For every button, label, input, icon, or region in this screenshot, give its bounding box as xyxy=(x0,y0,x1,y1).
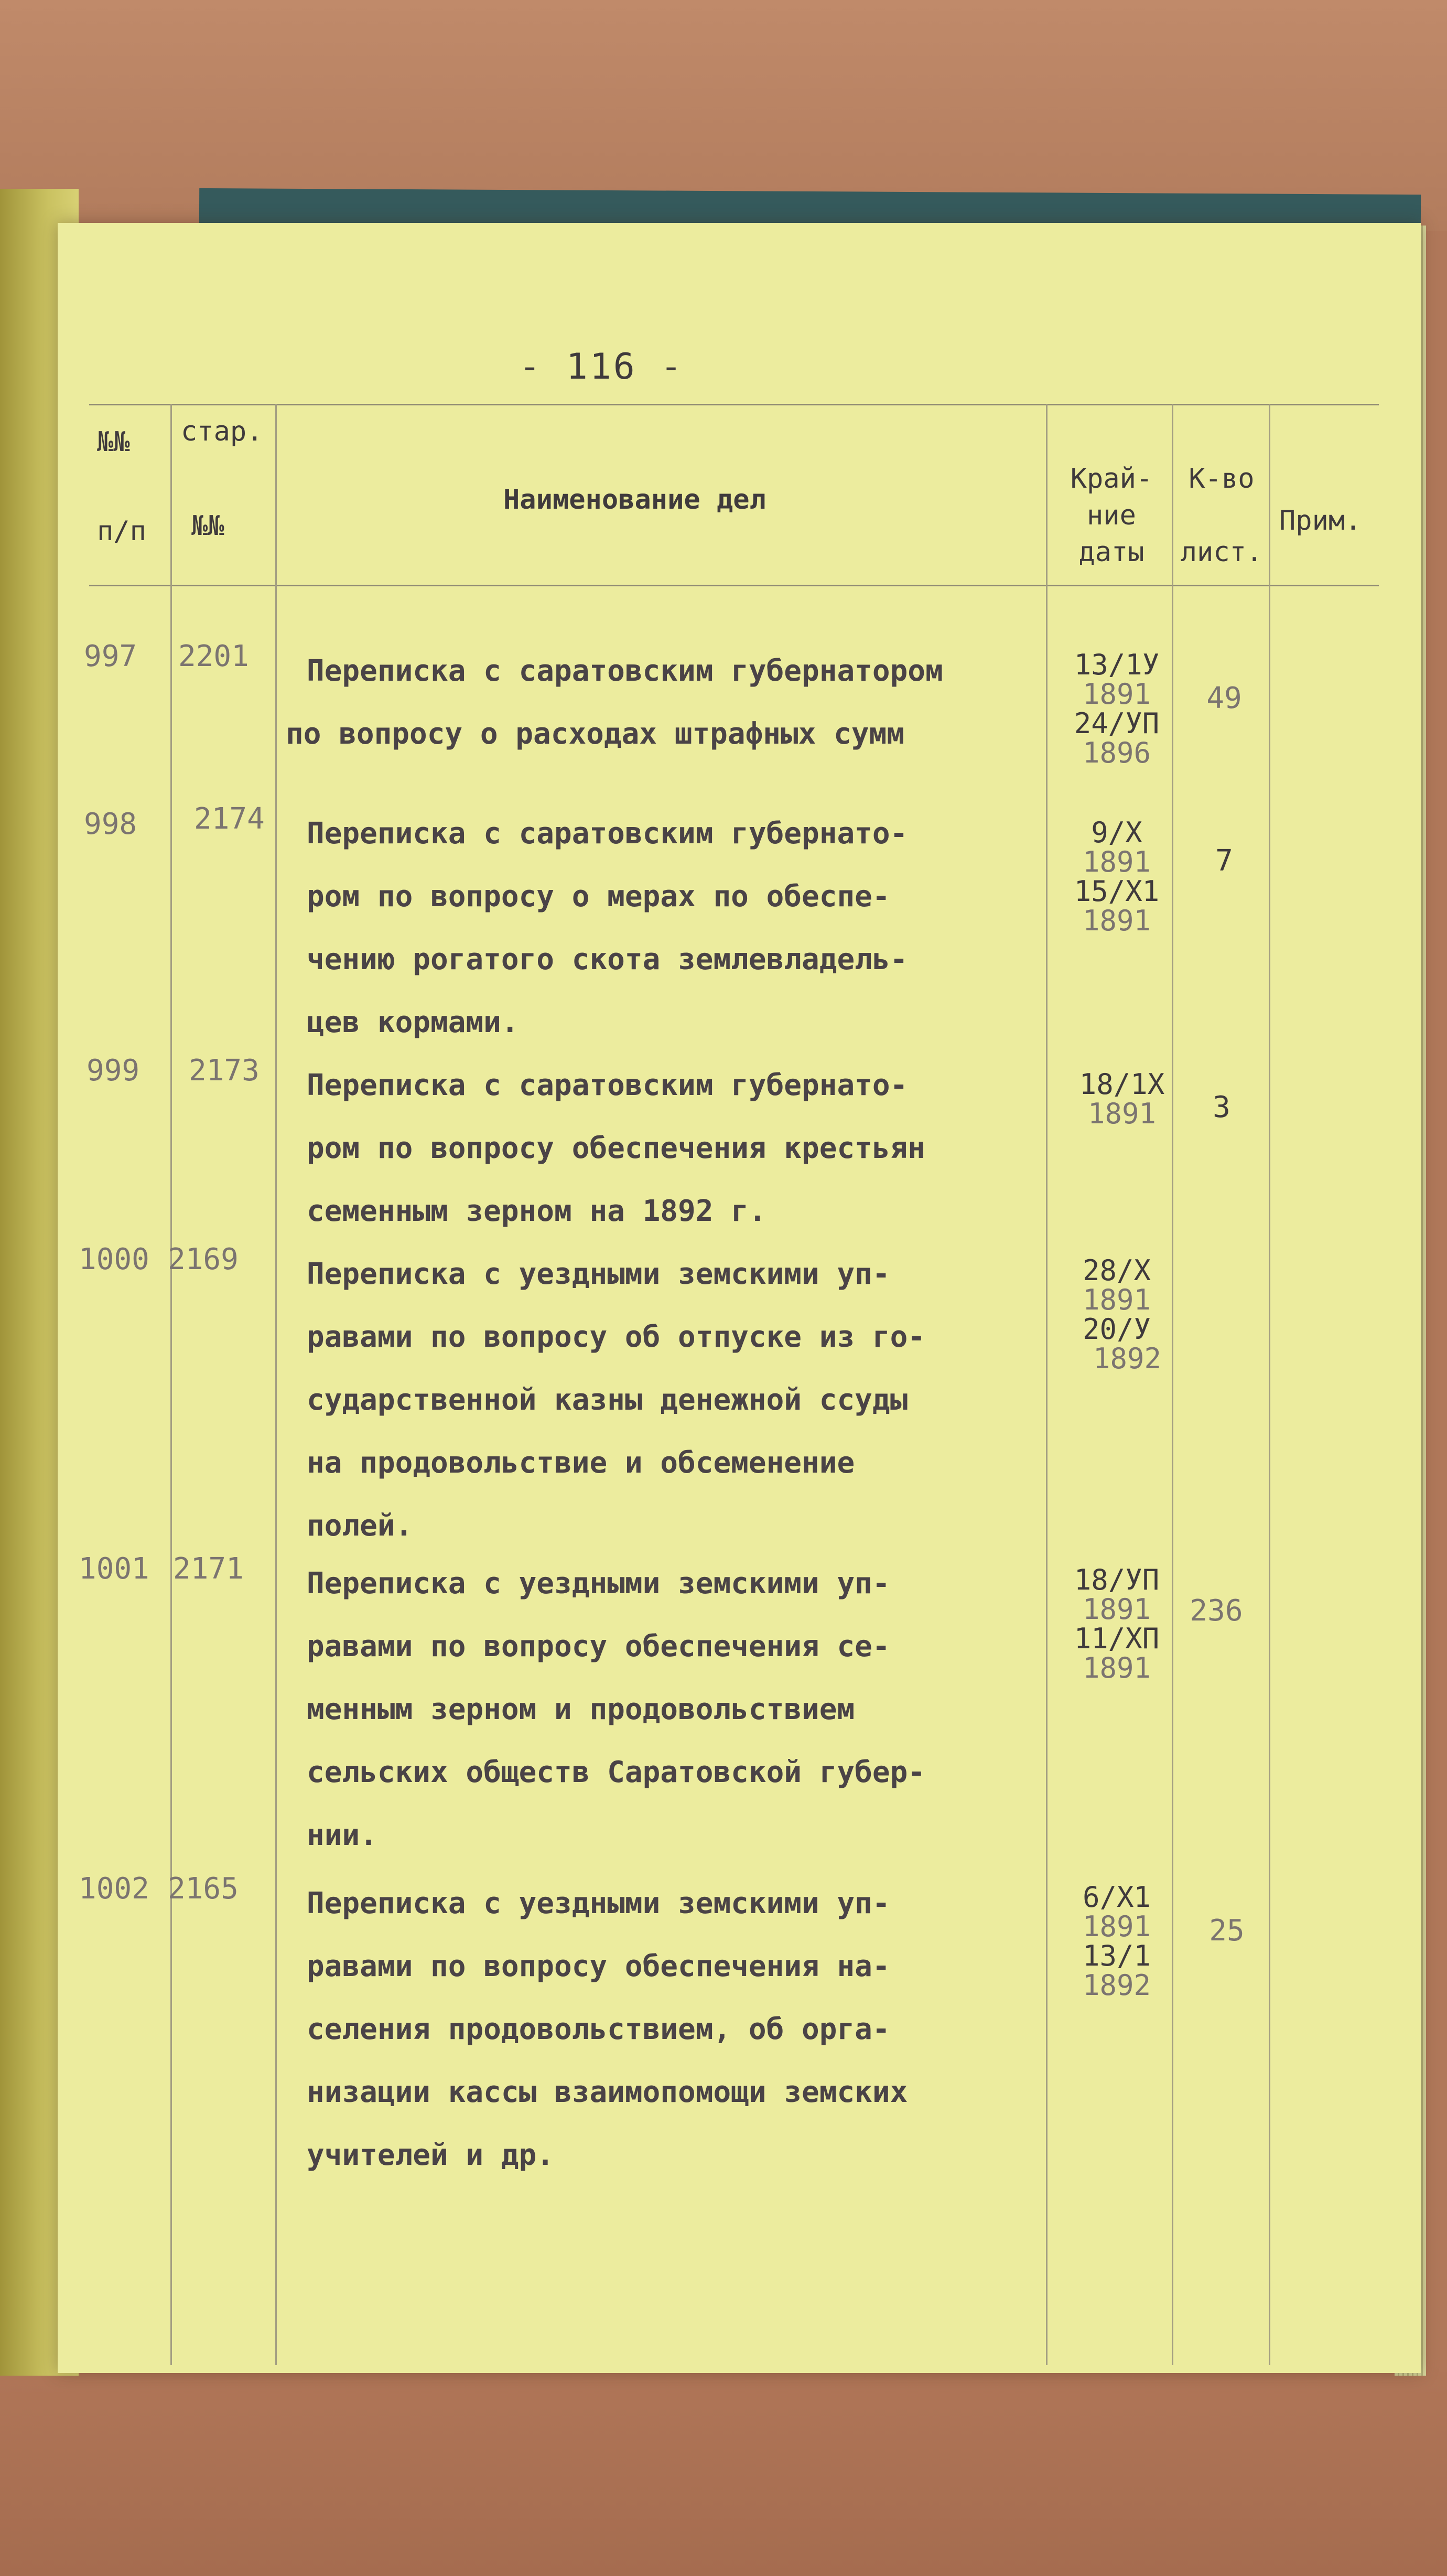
row-998-date-3: 15/Х1 xyxy=(1074,875,1160,908)
row-999-date-1: 18/1Х xyxy=(1079,1068,1165,1101)
header-bottom-rule xyxy=(89,585,1379,586)
header-sheets-line2: лист. xyxy=(1180,536,1263,568)
row-1002-date-4: 1892 xyxy=(1082,1969,1151,2002)
row-1001-line-1: Переписка с уездными земскими уп- xyxy=(307,1566,890,1601)
row-998-description xyxy=(286,802,1072,1054)
row-997-num: 997 xyxy=(84,639,137,673)
row-997-dates xyxy=(1049,650,1185,768)
column-divider-1 xyxy=(170,404,172,2365)
row-998-date-4: 1891 xyxy=(1082,904,1151,937)
row-999-date-2: 1891 xyxy=(1087,1097,1157,1130)
row-997-old-num: 2201 xyxy=(178,639,249,673)
row-998-num: 998 xyxy=(84,807,137,841)
row-999-num: 999 xyxy=(87,1054,140,1088)
row-1002-description xyxy=(286,1872,1072,2187)
row-997-date-3: 24/УП xyxy=(1074,707,1160,740)
header-num-line2: п/п xyxy=(97,516,146,547)
row-999-sheets: 3 xyxy=(1213,1090,1230,1124)
row-1002-dates xyxy=(1049,1883,1185,2000)
row-1002-date-3: 13/1 xyxy=(1082,1939,1151,1972)
row-1001-date-3: 11/ХП xyxy=(1074,1622,1160,1655)
row-1002-num: 1002 xyxy=(79,1872,149,1906)
row-1000-line-4: на продовольствие и обсеменение xyxy=(307,1446,855,1480)
row-997-date-2: 1891 xyxy=(1082,678,1151,711)
row-999-old-num: 2173 xyxy=(189,1054,260,1088)
row-1000-line-2: равами по вопросу об отпуске из го- xyxy=(307,1320,926,1354)
column-divider-2 xyxy=(275,404,277,2365)
row-1000-description xyxy=(286,1243,1072,1558)
row-998-old-num: 2174 xyxy=(194,802,265,836)
desk-background-bottom xyxy=(0,2360,1447,2576)
header-top-rule xyxy=(89,404,1379,405)
row-1000-date-2: 1891 xyxy=(1082,1283,1151,1316)
row-1000-date-4: 1892 xyxy=(1093,1342,1162,1375)
row-999-line-3: семенным зерном на 1892 г. xyxy=(307,1194,766,1228)
row-999-description xyxy=(286,1054,1072,1243)
row-1001-old-num: 2171 xyxy=(173,1552,244,1586)
row-999-line-2: ром по вопросу обеспечения крестьян xyxy=(307,1131,926,1165)
row-1001-line-2: равами по вопросу обеспечения се- xyxy=(307,1629,890,1663)
row-997-description xyxy=(286,640,1072,766)
header-num-line1: №№ xyxy=(97,426,130,458)
header-title: Наименование дел xyxy=(503,484,766,516)
row-1002-line-5: учителей и др. xyxy=(307,2138,555,2172)
row-1001-line-5: нии. xyxy=(307,1818,377,1852)
row-998-date-1: 9/Х xyxy=(1091,816,1142,849)
row-1000-old-num: 2169 xyxy=(168,1242,239,1276)
row-998-dates xyxy=(1049,818,1185,936)
row-1002-date-2: 1891 xyxy=(1082,1910,1151,1943)
row-1000-line-5: полей. xyxy=(307,1509,413,1543)
row-999-dates xyxy=(1054,1070,1190,1129)
header-notes: Прим. xyxy=(1279,505,1362,536)
header-old-num-line1: стар. xyxy=(181,416,263,447)
row-997-line-1: Переписка с саратовским губернатором xyxy=(307,654,943,688)
row-1002-line-3: селения продовольствием, об орга- xyxy=(307,2012,890,2046)
row-1000-date-1: 28/Х xyxy=(1082,1254,1151,1287)
row-998-line-3: чению рогатого скота землевладель- xyxy=(307,942,908,976)
row-1000-num: 1000 xyxy=(79,1242,149,1276)
row-1000-date-3: 20/У xyxy=(1082,1313,1151,1346)
row-1002-sheets: 25 xyxy=(1209,1914,1245,1948)
header-dates-line2: ние xyxy=(1087,500,1136,531)
header-dates-line1: Край- xyxy=(1070,463,1153,495)
row-997-date-4: 1896 xyxy=(1082,736,1151,769)
page-number: - 116 - xyxy=(519,346,684,388)
row-1001-date-4: 1891 xyxy=(1082,1651,1151,1684)
row-1001-description xyxy=(286,1552,1072,1867)
row-999-line-1: Переписка с саратовским губернато- xyxy=(307,1068,908,1102)
row-1001-date-2: 1891 xyxy=(1082,1593,1151,1626)
row-1000-line-1: Переписка с уездными земскими уп- xyxy=(307,1257,890,1291)
row-1001-line-4: сельских обществ Саратовской губер- xyxy=(307,1755,926,1789)
row-998-line-4: цев кормами. xyxy=(307,1005,519,1039)
row-1001-sheets: 236 xyxy=(1190,1594,1243,1628)
row-998-date-2: 1891 xyxy=(1082,845,1151,878)
row-1002-old-num: 2165 xyxy=(168,1872,239,1906)
row-998-sheets: 7 xyxy=(1215,844,1233,878)
row-1002-line-4: низации кассы взаимопомощи земских xyxy=(307,2075,908,2109)
row-1002-date-1: 6/Х1 xyxy=(1082,1881,1151,1914)
header-sheets-line1: К-во xyxy=(1189,463,1255,495)
row-998-line-2: ром по вопросу о мерах по обеспе- xyxy=(307,879,890,914)
header-dates-line3: даты xyxy=(1078,536,1144,568)
header-old-num-line2: №№ xyxy=(191,510,224,542)
row-997-sheets: 49 xyxy=(1206,681,1242,715)
row-1001-num: 1001 xyxy=(79,1552,149,1586)
row-998-line-1: Переписка с саратовским губернато- xyxy=(307,817,908,851)
row-1002-line-1: Переписка с уездными земскими уп- xyxy=(307,1886,890,1920)
row-1000-dates xyxy=(1049,1256,1185,1373)
row-1001-date-1: 18/УП xyxy=(1074,1563,1160,1596)
row-1000-line-3: сударственной казны денежной ссуды xyxy=(307,1383,908,1417)
row-997-line-2: по вопросу о расходах штрафных сумм xyxy=(286,717,905,751)
row-997-date-1: 13/1У xyxy=(1074,648,1160,681)
row-1002-line-2: равами по вопросу обеспечения на- xyxy=(307,1949,890,1983)
row-1001-dates xyxy=(1049,1565,1185,1683)
row-1001-line-3: менным зерном и продовольствием xyxy=(307,1692,855,1726)
